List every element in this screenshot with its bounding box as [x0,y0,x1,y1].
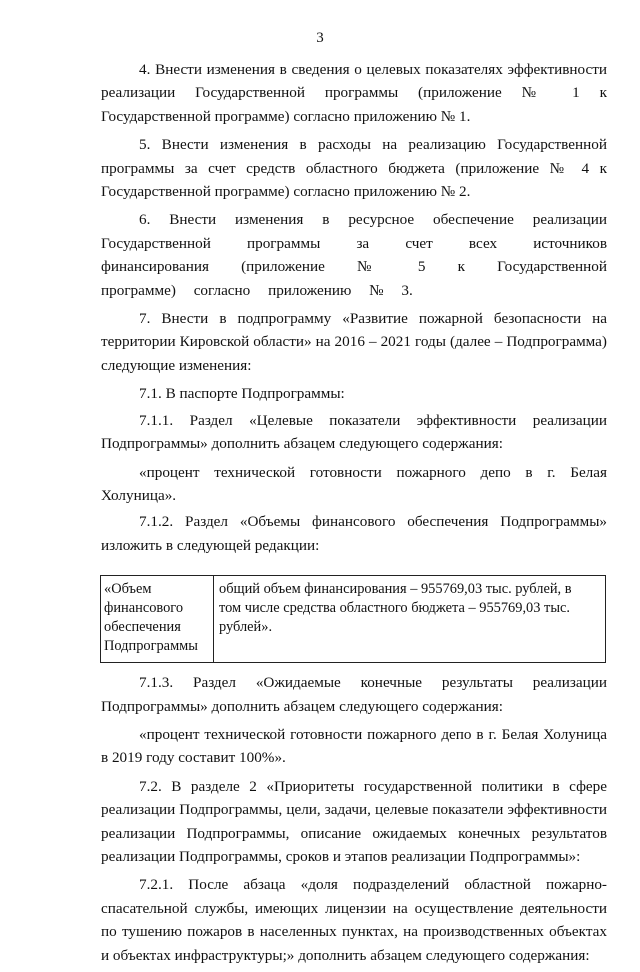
paragraph-item-7-2-1: 7.2.1. После абзаца «доля подразделений областной пожарно-спасательной службы, имеющих лицензии на осуществление деятельности по тушению пожаров в населенных пунктах, на производственных объектах и объектах инфраструктуры;» дополнить абзацем следующего содержания: [101,876,607,964]
paragraph-item-7-2: 7.2. В разделе 2 «Приоритеты государственной политики в сфере реализации Подпрограммы, цели, задачи, целевые показатели эффективности реализации Подпрограммы, описание ожидаемых конечных результатов реализации Подпрограммы, сроков и этапов реализации Подпрограммы»: [101,777,607,865]
paragraph-item-7-1-2: 7.1.2. Раздел «Объемы финансового обеспечения Подпрограммы» изложить в следующей редакции: [101,513,607,554]
paragraph-item-6: 6. Внести изменения в ресурсное обеспечение реализации Государственной программы за счет всех источников финансирования (приложение № 5 к Государственной программе) согласно приложению № 3. [101,211,607,299]
paragraph-item-4: 4. Внести изменения в сведения о целевых показателях эффективности реализации Государственной программы (приложение № 1 к Государственной программе) согласно приложению № 1. [101,61,607,125]
table-row [101,576,606,663]
page-number: 3 [316,30,324,46]
paragraph-quote-target-indicator: «процент технической готовности пожарного депо в г. Белая Холуница». [101,463,607,504]
table-cell-label: «Объем финансового обеспечения Подпрограммы [101,576,214,663]
paragraph-item-7-1-3: 7.1.3. Раздел «Ожидаемые конечные результаты реализации Подпрограммы» дополнить абзацем следующего содержания: [101,674,607,715]
paragraph-item-7: 7. Внести в подпрограмму «Развитие пожарной безопасности на территории Кировской области» на 2016 – 2021 годы (далее – Подпрограмма) следующие изменения: [101,310,607,374]
paragraph-quote-depot-readiness: «процент технической готовности пожарного депо в г. Белая Холуница в 2019 году составит 100%». [101,725,607,767]
financing-table [100,575,606,663]
document-body [101,58,607,972]
paragraph-item-5: 5. Внести изменения в расходы на реализацию Государственной программы за счет средств областного бюджета (приложение № 4 к Государственной программе) согласно приложению № 2. [101,136,607,201]
paragraph-item-7-1: 7.1. В паспорте Подпрограммы: [139,385,345,403]
table-cell-value: общий объем финансирования – 955769,03 тыс. рублей, в том числе средства областного бюджета – 955769,03 тыс. рублей». [214,576,606,663]
paragraph-item-7-1-1: 7.1.1. Раздел «Целевые показатели эффективности реализации Подпрограммы» дополнить абзацем следующего содержания: [101,411,607,453]
financing-table-wrapper [100,575,606,663]
